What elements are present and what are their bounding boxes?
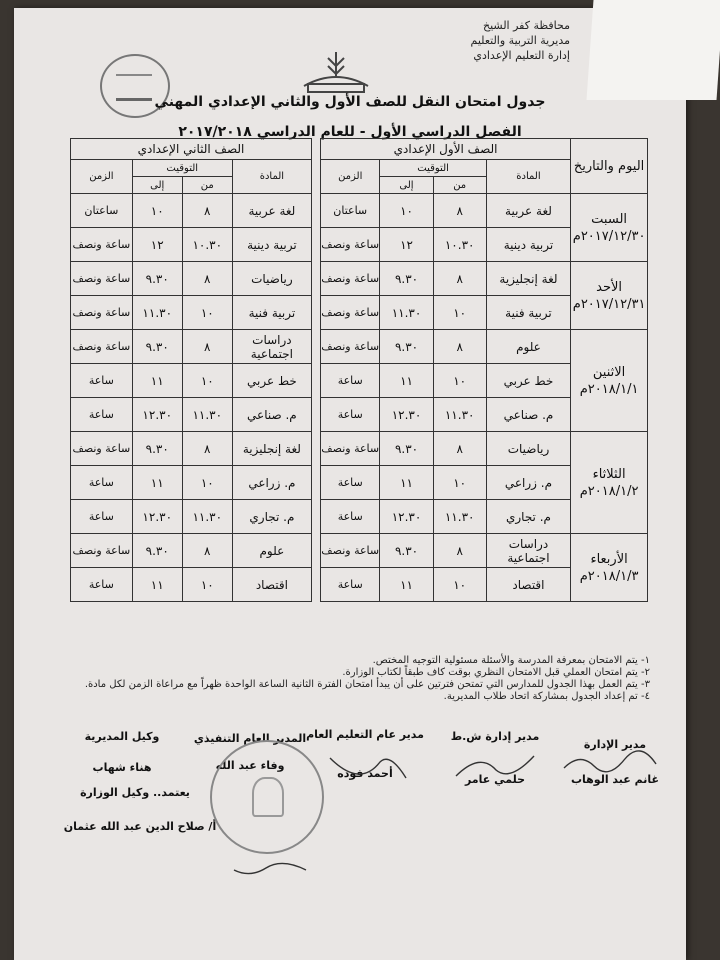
table-row (71, 534, 312, 568)
notes-block (80, 655, 650, 703)
to-cell: ٩.٣٠ (132, 262, 182, 296)
duration-cell: ساعة ونصف (321, 432, 380, 466)
from-cell: ١١.٣٠ (433, 398, 486, 432)
from-header: من (182, 177, 232, 194)
page-title: جدول امتحان النقل للصف الأول والثاني الإعدادي المهني (154, 94, 546, 110)
duration-header: الزمن (321, 160, 380, 194)
subject-cell: رياضيات (486, 432, 570, 466)
subject-cell: رياضيات (232, 262, 311, 296)
table-row (71, 432, 312, 466)
table-row (71, 466, 312, 500)
subject-cell: تربية فنية (232, 296, 311, 330)
to-cell: ١٢.٣٠ (132, 500, 182, 534)
from-cell: ١٠.٣٠ (182, 228, 232, 262)
subject-cell: علوم (232, 534, 311, 568)
from-cell: ١٠ (433, 466, 486, 500)
day-name: السبت (591, 211, 628, 227)
department-line: إدارة التعليم الإعدادي (473, 49, 570, 62)
to-header: إلى (380, 177, 433, 194)
dept-director-signature: مدير الإدارة غانم عبد الوهاب (570, 738, 660, 786)
table-row (321, 330, 648, 364)
duration-cell: ساعة (71, 364, 133, 398)
grade2-header: الصف الثاني الإعدادي (71, 139, 312, 160)
subject-cell: دراسات اجتماعية (486, 534, 570, 568)
to-cell: ١٢ (380, 228, 433, 262)
overlapping-paper (587, 0, 720, 100)
timing-header: التوقيت (380, 160, 486, 177)
day-date-cell (571, 330, 648, 432)
day-name: الأحد (596, 279, 623, 295)
from-cell: ٨ (182, 194, 232, 228)
duration-cell: ساعتان (321, 194, 380, 228)
subject-cell: لغة إنجليزية (486, 262, 570, 296)
to-cell: ١١ (132, 364, 182, 398)
from-cell: ١٠ (182, 568, 232, 602)
duration-cell: ساعة (71, 568, 133, 602)
to-cell: ١١ (380, 568, 433, 602)
subject-cell: لغة عربية (232, 194, 311, 228)
from-header: من (433, 177, 486, 194)
from-cell: ١٠ (433, 364, 486, 398)
subject-cell: اقتصاد (232, 568, 311, 602)
duration-cell: ساعة ونصف (321, 262, 380, 296)
subject-cell: خط عربي (486, 364, 570, 398)
handwritten-signature (560, 750, 660, 776)
page-subtitle: الفصل الدراسي الأول - للعام الدراسي ٢٠١٧/٢٠١٨ (178, 124, 522, 140)
subject-cell: تربية فنية (486, 296, 570, 330)
to-cell: ١١ (132, 568, 182, 602)
table-row (321, 194, 648, 228)
to-header: إلى (132, 177, 182, 194)
table-row (71, 568, 312, 602)
grade2-schedule-table (70, 138, 312, 602)
duration-cell: ساعة (321, 500, 380, 534)
day-date: ٢٠١٨/١/٢م (579, 483, 639, 499)
approval-line: يعتمد.. وكيل الوزارة (80, 786, 190, 799)
subject-cell: لغة عربية (486, 194, 570, 228)
from-cell: ٨ (433, 262, 486, 296)
subject-cell: م. تجاري (486, 500, 570, 534)
from-cell: ٨ (433, 330, 486, 364)
from-cell: ١٠ (433, 296, 486, 330)
subject-cell: دراسات اجتماعية (232, 330, 311, 364)
from-cell: ١١.٣٠ (182, 398, 232, 432)
from-cell: ١١.٣٠ (433, 500, 486, 534)
from-cell: ١٠ (182, 296, 232, 330)
table-row (71, 194, 312, 228)
to-cell: ٩.٣٠ (380, 534, 433, 568)
from-cell: ٨ (182, 534, 232, 568)
from-cell: ١١.٣٠ (182, 500, 232, 534)
from-cell: ٨ (182, 330, 232, 364)
duration-header: الزمن (71, 160, 133, 194)
grade1-schedule-table (320, 138, 648, 602)
duration-cell: ساعة ونصف (71, 330, 133, 364)
grade1-header: الصف الأول الإعدادي (321, 139, 571, 160)
handwritten-signature (230, 858, 310, 880)
day-date-cell (571, 262, 648, 330)
to-cell: ١١.٣٠ (132, 296, 182, 330)
handwritten-signature (450, 748, 540, 782)
day-date-cell (571, 194, 648, 262)
to-cell: ١١.٣٠ (380, 296, 433, 330)
duration-cell: ساعة ونصف (71, 228, 133, 262)
subject-cell: تربية دينية (486, 228, 570, 262)
from-cell: ١٠ (182, 466, 232, 500)
to-cell: ١٢.٣٠ (380, 500, 433, 534)
subject-cell: م. صناعي (486, 398, 570, 432)
day-date-header: اليوم والتاريخ (571, 139, 648, 194)
to-cell: ٩.٣٠ (380, 262, 433, 296)
day-date-cell (571, 432, 648, 534)
duration-cell: ساعة (71, 466, 133, 500)
note-line: ٣- يتم العمل بهذا الجدول للمدارس التي تمتحن فترتين على أن يبدأ امتحان الفترة الثانية الساعة الواحدة ظهراً مع مراعاة الزمن لكل مادة. (84, 679, 650, 690)
to-cell: ٩.٣٠ (132, 432, 182, 466)
deputy-signature: وكيل المديرية هناء شهاب (84, 730, 160, 774)
subject-cell: م. تجاري (232, 500, 311, 534)
to-cell: ١٠ (132, 194, 182, 228)
subject-cell: اقتصاد (486, 568, 570, 602)
from-cell: ١٠ (433, 568, 486, 602)
from-cell: ٨ (182, 262, 232, 296)
note-line: ١- يتم الامتحان بمعرفة المدرسة والأسئلة مسئولية التوجيه المختص. (372, 655, 650, 666)
from-cell: ٨ (433, 194, 486, 228)
table-row (71, 398, 312, 432)
day-name: الثلاثاء (592, 466, 626, 482)
to-cell: ١٢ (132, 228, 182, 262)
subject-cell: علوم (486, 330, 570, 364)
day-name: الأربعاء (590, 551, 628, 567)
executive-director-signature: المدير العام التنفيذي وفاء عبد الله (193, 732, 307, 772)
duration-cell: ساعة ونصف (71, 432, 133, 466)
subject-cell: خط عربي (232, 364, 311, 398)
to-cell: ١٠ (380, 194, 433, 228)
subject-header: المادة (486, 160, 570, 194)
duration-cell: ساعة ونصف (71, 262, 133, 296)
letterhead (471, 18, 570, 63)
note-line: ٤- تم إعداد الجدول بمشاركة اتحاد طلاب المديرية. (443, 691, 650, 702)
from-cell: ٨ (433, 432, 486, 466)
duration-cell: ساعة (71, 398, 133, 432)
table-row (71, 364, 312, 398)
to-cell: ٩.٣٠ (132, 330, 182, 364)
general-manager-signature: مدير عام التعليم العام أحمد فوده (306, 728, 424, 780)
subject-cell: م. صناعي (232, 398, 311, 432)
duration-cell: ساعة ونصف (321, 228, 380, 262)
from-cell: ١٠.٣٠ (433, 228, 486, 262)
duration-cell: ساعة ونصف (321, 330, 380, 364)
subject-cell: لغة إنجليزية (232, 432, 311, 466)
note-line: ٢- يتم امتحان العملي قبل الامتحان النظري بوقت كاف طبقاً لكتاب الوزارة. (342, 667, 650, 678)
table-row (71, 228, 312, 262)
duration-cell: ساعة (71, 500, 133, 534)
table-row (321, 432, 648, 466)
to-cell: ٩.٣٠ (380, 330, 433, 364)
governorate-emblem-icon (298, 48, 374, 96)
handwritten-signature (320, 748, 410, 788)
table-row (321, 534, 648, 568)
to-cell: ١١ (380, 466, 433, 500)
to-cell: ٩.٣٠ (380, 432, 433, 466)
to-cell: ١٢.٣٠ (132, 398, 182, 432)
directorate-line: مديرية التربية والتعليم (470, 34, 570, 47)
table-row (71, 500, 312, 534)
duration-cell: ساعة ونصف (71, 296, 133, 330)
duration-cell: ساعة (321, 364, 380, 398)
approval-name: أ/ صلاح الدين عبد الله عثمان (63, 820, 217, 833)
duration-cell: ساعة ونصف (71, 534, 133, 568)
duration-cell: ساعة ونصف (321, 534, 380, 568)
dept-admin-signature: مدير إدارة ش.ط حلمي عامر (450, 730, 540, 786)
timing-header: التوقيت (132, 160, 232, 177)
duration-cell: ساعتان (71, 194, 133, 228)
from-cell: ١٠ (182, 364, 232, 398)
duration-cell: ساعة (321, 398, 380, 432)
day-date-cell (571, 534, 648, 602)
subject-header: المادة (232, 160, 311, 194)
day-name: الاثنين (592, 364, 626, 380)
to-cell: ١١ (380, 364, 433, 398)
official-stamp-icon (210, 740, 324, 854)
subject-cell: م. زراعي (486, 466, 570, 500)
day-date: ٢٠١٧/١٢/٣١م (572, 296, 646, 312)
duration-cell: ساعة (321, 466, 380, 500)
table-row (321, 262, 648, 296)
day-date: ٢٠١٨/١/٣م (579, 568, 639, 584)
table-row (71, 330, 312, 364)
duration-cell: ساعة ونصف (321, 296, 380, 330)
to-cell: ١١ (132, 466, 182, 500)
table-row (71, 296, 312, 330)
subject-cell: م. زراعي (232, 466, 311, 500)
to-cell: ١٢.٣٠ (380, 398, 433, 432)
from-cell: ٨ (182, 432, 232, 466)
governorate-line: محافظة كفر الشيخ (482, 19, 570, 32)
to-cell: ٩.٣٠ (132, 534, 182, 568)
duration-cell: ساعة (321, 568, 380, 602)
subject-cell: تربية دينية (232, 228, 311, 262)
table-row (71, 262, 312, 296)
day-date: ٢٠١٨/١/١م (579, 381, 639, 397)
day-date: ٢٠١٧/١٢/٣٠م (572, 228, 646, 244)
from-cell: ٨ (433, 534, 486, 568)
